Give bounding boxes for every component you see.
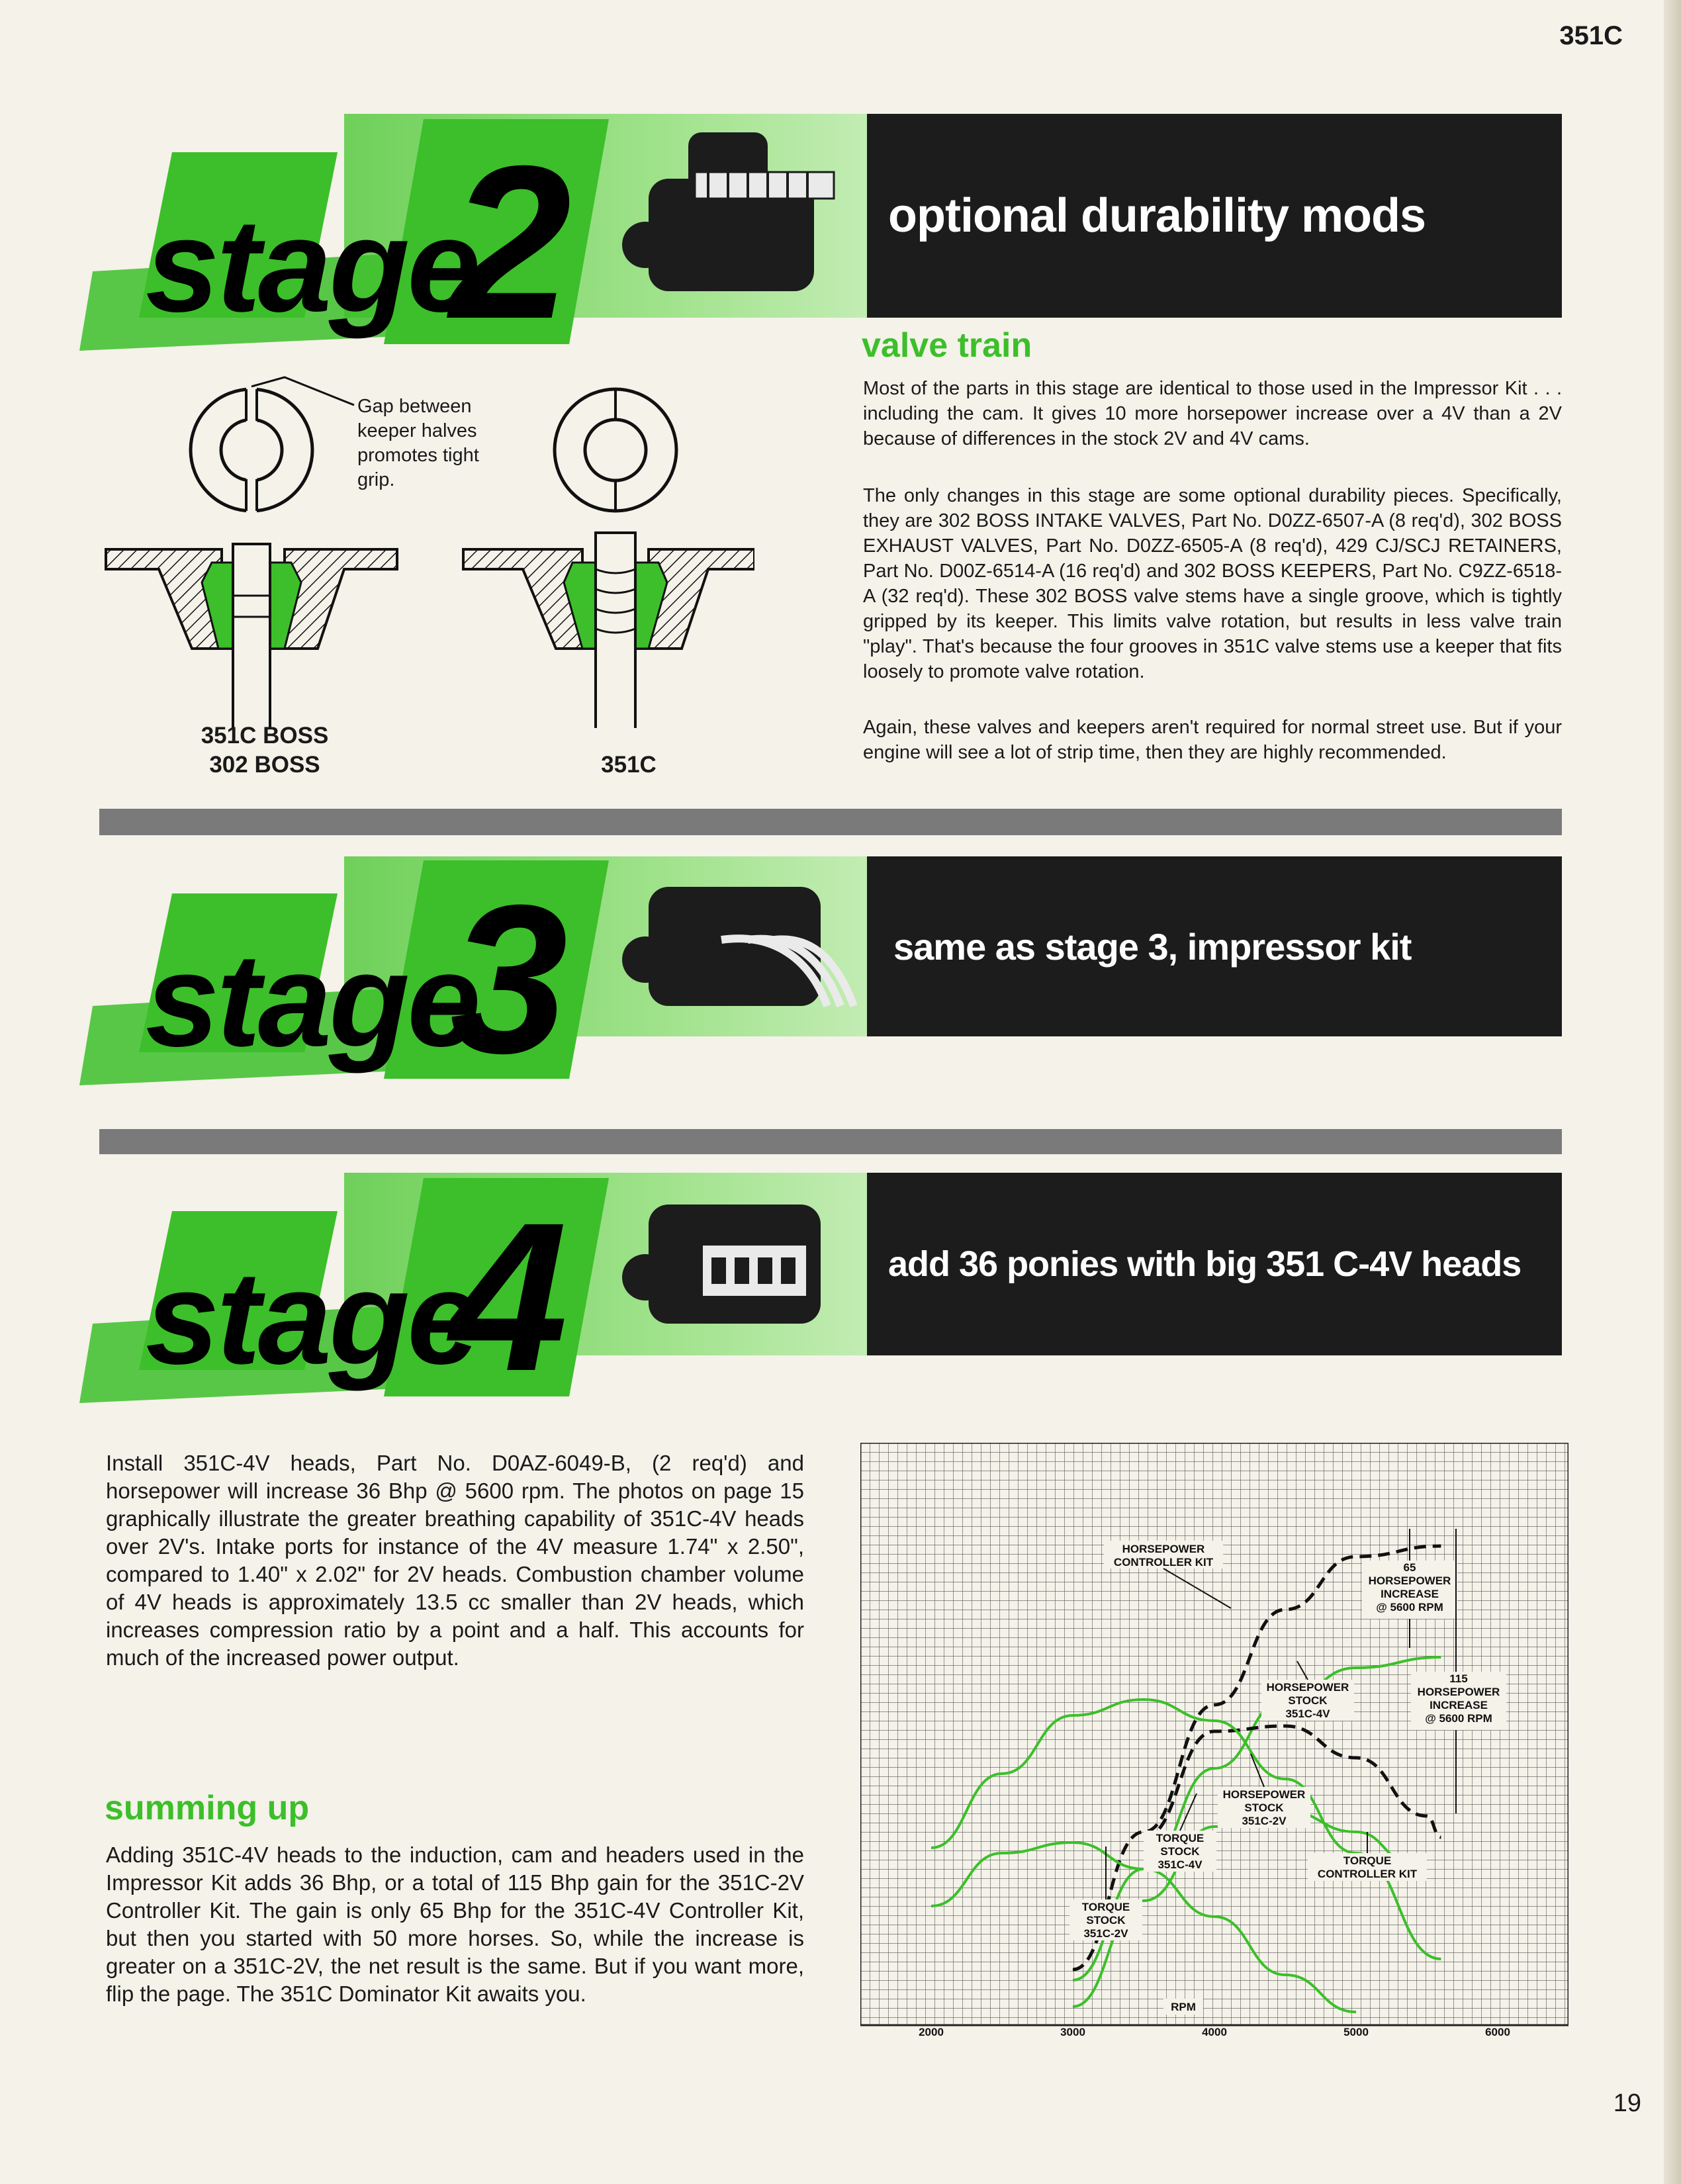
- summing-up-body: Adding 351C-4V heads to the induction, cam and headers used in the Impressor Kit adds 36 Bhp, or a total of 115 Bhp gain for the 351C-2V Controller Kit. The gain is only 65 Bhp for the 351C-4V Controller Kit, but then you started with 50 more horses. So, while the increase is greater on a 351C-2V, the net result is the same. But if you want more, flip the page. The 351C Dominator Kit awaits you.: [106, 1843, 804, 2006]
- annotation-torque-stock-2v-line3: 351C-2V: [1083, 1927, 1128, 1940]
- stage2-title: optional durability mods: [888, 189, 1426, 242]
- annotation-hp-stock-2v-line2: STOCK: [1244, 1801, 1284, 1814]
- chart-x-axis-label: RPM: [1171, 2001, 1196, 2013]
- chart-x-tick-4000: 4000: [1202, 2026, 1227, 2038]
- chart-x-tick-6000: 6000: [1485, 2026, 1510, 2038]
- stage3-title-box: [867, 856, 1562, 1036]
- stage2-logo: [53, 99, 649, 371]
- chart-ticks-group: [919, 2026, 1510, 2038]
- page-header-code: 351C: [1559, 21, 1623, 50]
- horsepower-torque-chart: [860, 1443, 1568, 2038]
- stage4-rule: [99, 1129, 1562, 1154]
- valve-train-heading: valve train: [862, 326, 1032, 365]
- annotation-hp-stock-4v-line2: STOCK: [1288, 1694, 1328, 1707]
- keeper-gap-callout: Gap between keeper halves promotes tight grip.: [357, 396, 479, 490]
- annotation-hp-stock-2v-line3: 351C-2V: [1242, 1815, 1287, 1827]
- stage2-word: stage: [146, 192, 478, 340]
- annotation-increase-65-line1: 65: [1403, 1561, 1416, 1574]
- chart-x-tick-3000: 3000: [1060, 2026, 1085, 2038]
- keeper-right-label: 351C: [601, 752, 657, 778]
- annotation-torque-stock-4v-line2: STOCK: [1160, 1845, 1200, 1858]
- stage4-title: add 36 ponies with big 351 C-4V heads: [888, 1244, 1522, 1284]
- chart-grid: [860, 1443, 1568, 2025]
- keeper-left-label-2: 302 BOSS: [209, 752, 320, 778]
- boss-keeper-cross-section: [106, 544, 397, 728]
- stage3-logo: [53, 841, 649, 1099]
- stage3-title: same as stage 3, impressor kit: [893, 925, 1412, 968]
- annotation-hp-stock-4v-line1: HORSEPOWER: [1266, 1681, 1349, 1694]
- annotation-increase-115-line4: @ 5600 RPM: [1425, 1712, 1492, 1725]
- annotation-torque-controller-line2: CONTROLLER KIT: [1317, 1868, 1418, 1880]
- stage2-numeral: 2: [450, 120, 569, 364]
- stage2-engine-illustration: [609, 119, 860, 304]
- annotation-hp-stock-2v-line1: HORSEPOWER: [1222, 1788, 1306, 1801]
- annotation-torque-stock-2v-line2: STOCK: [1086, 1914, 1126, 1927]
- page-edge: [1664, 0, 1681, 2184]
- annotation-torque-stock-4v-line3: 351C-4V: [1158, 1858, 1203, 1871]
- single-keeper-top-view: [555, 389, 676, 511]
- 351c-keeper-cross-section: [463, 533, 754, 728]
- valve-train-paragraph-1: Most of the parts in this stage are identical to those used in the Impressor Kit . . . including the cam. It gives 10 more horsepower increase over a 4V than a 2V because of differences in the stock 2V and 4V cams.: [863, 378, 1562, 449]
- annotation-hp-stock-4v-line3: 351C-4V: [1285, 1707, 1330, 1720]
- annotation-increase-65-line4: @ 5600 RPM: [1376, 1601, 1443, 1614]
- stage3-rule: [99, 809, 1562, 835]
- stage3-headers-illustration: [609, 860, 887, 1032]
- stage4-logo: [53, 1158, 649, 1416]
- stage2-title-box: [867, 114, 1562, 318]
- annotation-hp-controller-line1: HORSEPOWER: [1122, 1543, 1205, 1555]
- stage3-numeral: 3: [450, 860, 565, 1097]
- annotation-hp-controller-line2: CONTROLLER KIT: [1113, 1556, 1214, 1569]
- stage4-heads-illustration: [609, 1178, 860, 1350]
- page-number: 19: [1613, 2089, 1641, 2117]
- keeper-left-label-1: 351C BOSS: [201, 723, 329, 749]
- chart-x-tick-5000: 5000: [1343, 2026, 1369, 2038]
- valve-train-paragraph-3: Again, these valves and keepers aren't required for normal street use. But if your engine will see a lot of strip time, then they are highly recommended.: [863, 717, 1562, 763]
- stage4-body: Install 351C-4V heads, Part No. D0AZ-6049-B, (2 req'd) and horsepower will increase 36 Bhp @ 5600 rpm. The photos on page 15 graphically illustrate the greater breathing capability of 351C-4V heads over 2V's. Intake ports for instance of the 4V measure 1.74" x 2.50", compared to 1.40" x 2.02" for 2V heads. Combustion chamber volume of 4V heads is approximately 13.5 cc smaller than 2V heads, which increases compression ratio by a point and a half. This accounts for much of the increased power output.: [106, 1451, 804, 1670]
- annotation-increase-65-line2: HORSEPOWER: [1368, 1574, 1451, 1587]
- annotation-torque-controller-line1: TORQUE: [1343, 1854, 1392, 1867]
- stage4-word: stage: [146, 1244, 478, 1392]
- annotation-increase-115-line3: INCREASE: [1430, 1699, 1488, 1711]
- split-keeper-top-view: [191, 377, 354, 516]
- stage4-title-box: [867, 1173, 1562, 1355]
- annotation-increase-115-line1: 115: [1449, 1672, 1468, 1685]
- annotation-torque-stock-2v-line1: TORQUE: [1081, 1901, 1130, 1913]
- annotation-increase-65-line3: INCREASE: [1381, 1588, 1439, 1600]
- stage4-numeral: 4: [450, 1178, 565, 1415]
- summing-up-heading: summing up: [105, 1789, 310, 1827]
- annotation-torque-stock-4v-line1: TORQUE: [1156, 1832, 1204, 1844]
- valve-train-paragraph-2: The only changes in this stage are some optional durability pieces. Specifically, they are 302 BOSS INTAKE VALVES, Part No. D0ZZ-6507-A (8 req'd), 302 BOSS EXHAUST VALVES, Part No. D0ZZ-6505-A (8 req'd), 429 CJ/SCJ RETAINERS, Part No. D00Z-6514-A (16 req'd) and 302 BOSS KEEPERS, Part No. C9ZZ-6518-A (32 req'd). These 302 BOSS valve stems have a single groove, which is tightly gripped by its keeper. This limits valve rotation, but results in less valve train "play". That's because the four grooves in 351C valve stems use a keeper that fits loosely to promote valve rotation.: [863, 485, 1562, 682]
- stage3-word: stage: [146, 927, 478, 1074]
- annotation-increase-115-line2: HORSEPOWER: [1417, 1686, 1500, 1698]
- chart-x-tick-2000: 2000: [919, 2026, 944, 2038]
